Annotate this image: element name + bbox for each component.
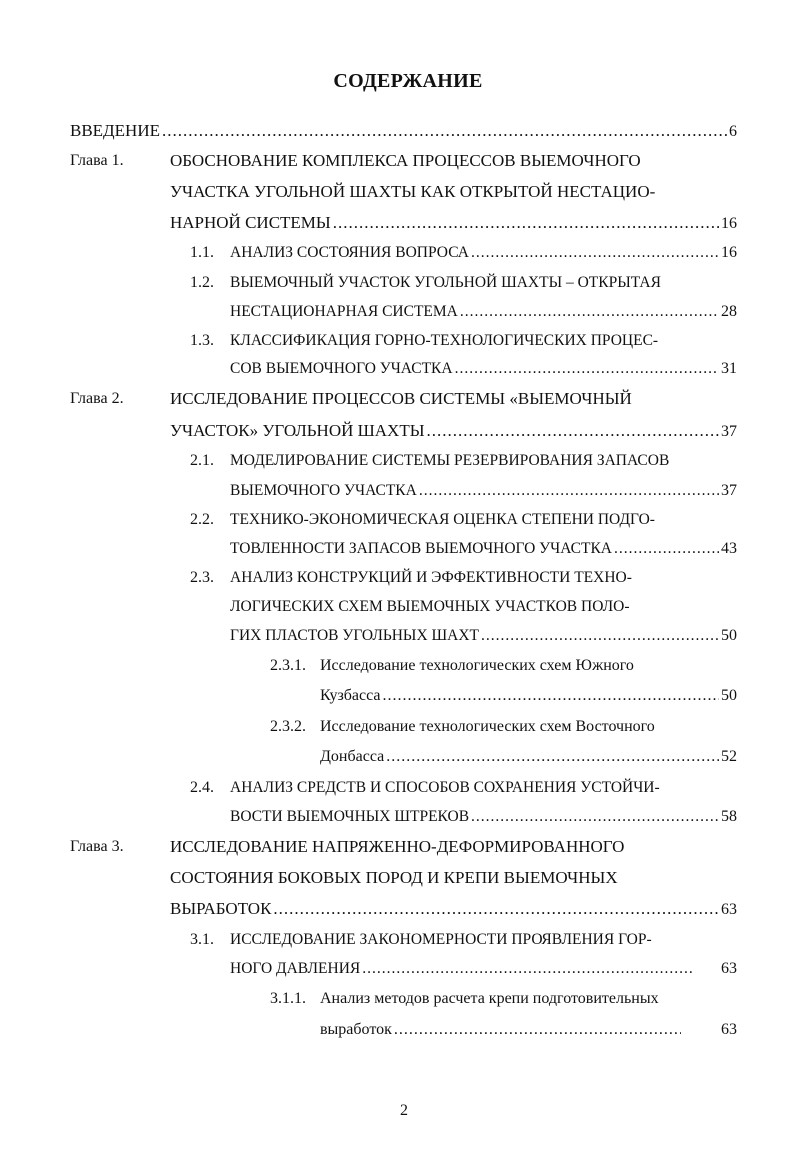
toc-entry-text: выработок (320, 1021, 392, 1038)
toc-entry-text: СОВ ВЫЕМОЧНОГО УЧАСТКА (230, 360, 453, 377)
leader-dots (471, 802, 719, 832)
section-1-1[interactable] (230, 238, 737, 268)
section-1-3-line1[interactable]: КЛАССИФИКАЦИЯ ГОРНО-ТЕХНОЛОГИЧЕСКИХ ПРОЦЕС- (230, 332, 659, 349)
toc-entry-text: ВВЕДЕНИЕ (70, 121, 160, 140)
leader-dots (333, 208, 719, 238)
section-3-1-line1[interactable]: ИССЛЕДОВАНИЕ ЗАКОНОМЕРНОСТИ ПРОЯВЛЕНИЯ ГОР- (230, 931, 652, 948)
chapter-2-title-line2[interactable] (170, 416, 737, 446)
section-number: 2.1. (190, 452, 214, 469)
chapter-2-title-line1[interactable]: ИССЛЕДОВАНИЕ ПРОЦЕССОВ СИСТЕМЫ «ВЫЕМОЧНЫЙ (170, 389, 632, 408)
leader-dots (383, 681, 719, 711)
page-title: СОДЕРЖАНИЕ (333, 70, 483, 92)
leader-dots (471, 238, 719, 268)
section-number: 3.1. (190, 931, 214, 948)
section-2-4-line1[interactable]: АНАЛИЗ СРЕДСТВ И СПОСОБОВ СОХРАНЕНИЯ УСТОЙЧИ- (230, 779, 660, 796)
leader-dots (394, 1015, 681, 1045)
section-number: 2.2. (190, 511, 214, 528)
chapter-3-title-line2[interactable]: СОСТОЯНИЯ БОКОВЫХ ПОРОД И КРЕПИ ВЫЕМОЧНЫХ (170, 868, 618, 887)
chapter-1-title-line3[interactable] (170, 208, 737, 238)
leader-dots (427, 416, 719, 446)
toc-page-number: 31 (721, 360, 737, 377)
toc-entry-text: ВЫЕМОЧНОГО УЧАСТКА (230, 482, 417, 499)
toc-page-number: 16 (721, 215, 737, 232)
chapter-1-label: Глава 1. (70, 152, 124, 169)
toc-page-number: 63 (721, 901, 737, 918)
section-number: 2.3. (190, 569, 214, 586)
toc-page-number: 28 (721, 303, 737, 320)
chapter-3-title-line1[interactable]: ИССЛЕДОВАНИЕ НАПРЯЖЕННО-ДЕФОРМИРОВАННОГО (170, 837, 625, 856)
leader-dots (614, 534, 719, 564)
toc-page-number: 16 (721, 244, 737, 261)
section-2-2-line1[interactable]: ТЕХНИКО-ЭКОНОМИЧЕСКАЯ ОЦЕНКА СТЕПЕНИ ПОДГО- (230, 511, 655, 528)
section-2-4-line2[interactable] (230, 802, 737, 832)
section-number: 1.2. (190, 274, 214, 291)
section-3-1-line2[interactable] (230, 954, 737, 984)
leader-dots (273, 894, 719, 924)
chapter-2-label: Глава 2. (70, 390, 124, 407)
toc-entry-text: Донбасса (320, 748, 385, 765)
toc-page-number: 52 (721, 748, 737, 765)
section-1-3-line2[interactable] (230, 354, 737, 384)
toc-page-number: 63 (721, 960, 737, 977)
section-2-3-line1[interactable]: АНАЛИЗ КОНСТРУКЦИЙ И ЭФФЕКТИВНОСТИ ТЕХНО- (230, 569, 632, 586)
toc-entry-text: Кузбасса (320, 687, 381, 704)
toc-entry-text: ВОСТИ ВЫЕМОЧНЫХ ШТРЕКОВ (230, 808, 470, 825)
subsection-number: 2.3.2. (270, 718, 306, 735)
subsection-number: 2.3.1. (270, 657, 306, 674)
toc-page-number: 6 (729, 123, 737, 140)
section-2-2-line2[interactable] (230, 534, 737, 564)
chapter-3-label: Глава 3. (70, 838, 124, 855)
toc-entry-text: ВЫРАБОТОК (170, 899, 272, 918)
toc-entry-text: НОГО ДАВЛЕНИЯ (230, 960, 361, 977)
toc-entry-text: ГИХ ПЛАСТОВ УГОЛЬНЫХ ШАХТ (230, 627, 480, 644)
leader-dots (386, 742, 719, 772)
leader-dots (455, 354, 719, 384)
section-number: 1.1. (190, 244, 214, 261)
chapter-1-title-line2[interactable]: УЧАСТКА УГОЛЬНОЙ ШАХТЫ КАК ОТКРЫТОЙ НЕСТАЦИО- (170, 182, 656, 201)
toc-entry-intro[interactable] (70, 116, 737, 146)
toc-entry-text: НАРНОЙ СИСТЕМЫ (170, 213, 331, 232)
toc-page-number: 43 (721, 540, 737, 557)
section-1-2-line1[interactable]: ВЫЕМОЧНЫЙ УЧАСТОК УГОЛЬНОЙ ШАХТЫ – ОТКРЫТАЯ (230, 274, 661, 291)
toc-page-number: 63 (721, 1021, 737, 1038)
section-1-2-line2[interactable] (230, 297, 737, 327)
subsection-2-3-1-line2[interactable] (320, 681, 737, 711)
leader-dots (362, 954, 693, 984)
subsection-2-3-2-line1[interactable]: Исследование технологических схем Восточного (320, 718, 655, 735)
subsection-number: 3.1.1. (270, 990, 306, 1007)
leader-dots (481, 621, 719, 651)
toc-entry-text: УЧАСТОК» УГОЛЬНОЙ ШАХТЫ (170, 421, 425, 440)
subsection-3-1-1-line2[interactable] (320, 1015, 737, 1045)
toc-entry-text: АНАЛИЗ СОСТОЯНИЯ ВОПРОСА (230, 244, 469, 261)
leader-dots (419, 476, 719, 506)
page-number: 2 (400, 1102, 408, 1119)
subsection-2-3-1-line1[interactable]: Исследование технологических схем Южного (320, 657, 634, 674)
chapter-3-title-line3[interactable] (170, 894, 737, 924)
section-number: 1.3. (190, 332, 214, 349)
leader-dots (162, 116, 727, 146)
subsection-2-3-2-line2[interactable] (320, 742, 737, 772)
toc-page-number: 37 (721, 423, 737, 440)
toc-entry-text: ТОВЛЕННОСТИ ЗАПАСОВ ВЫЕМОЧНОГО УЧАСТКА (230, 540, 612, 557)
section-2-3-line3[interactable] (230, 621, 737, 651)
toc-entry-text: НЕСТАЦИОНАРНАЯ СИСТЕМА (230, 303, 458, 320)
subsection-3-1-1-line1[interactable]: Анализ методов расчета крепи подготовительных (320, 990, 659, 1007)
section-2-1-line2[interactable] (230, 476, 737, 506)
section-2-3-line2[interactable]: ЛОГИЧЕСКИХ СХЕМ ВЫЕМОЧНЫХ УЧАСТКОВ ПОЛО- (230, 598, 630, 615)
chapter-1-title-line1[interactable]: ОБОСНОВАНИЕ КОМПЛЕКСА ПРОЦЕССОВ ВЫЕМОЧНОГО (170, 151, 641, 170)
toc-page-number: 58 (721, 808, 737, 825)
toc-page-number: 50 (721, 627, 737, 644)
toc-page-number: 37 (721, 482, 737, 499)
section-number: 2.4. (190, 779, 214, 796)
leader-dots (460, 297, 719, 327)
toc-page-number: 50 (721, 687, 737, 704)
section-2-1-line1[interactable]: МОДЕЛИРОВАНИЕ СИСТЕМЫ РЕЗЕРВИРОВАНИЯ ЗАПАСОВ (230, 452, 670, 469)
